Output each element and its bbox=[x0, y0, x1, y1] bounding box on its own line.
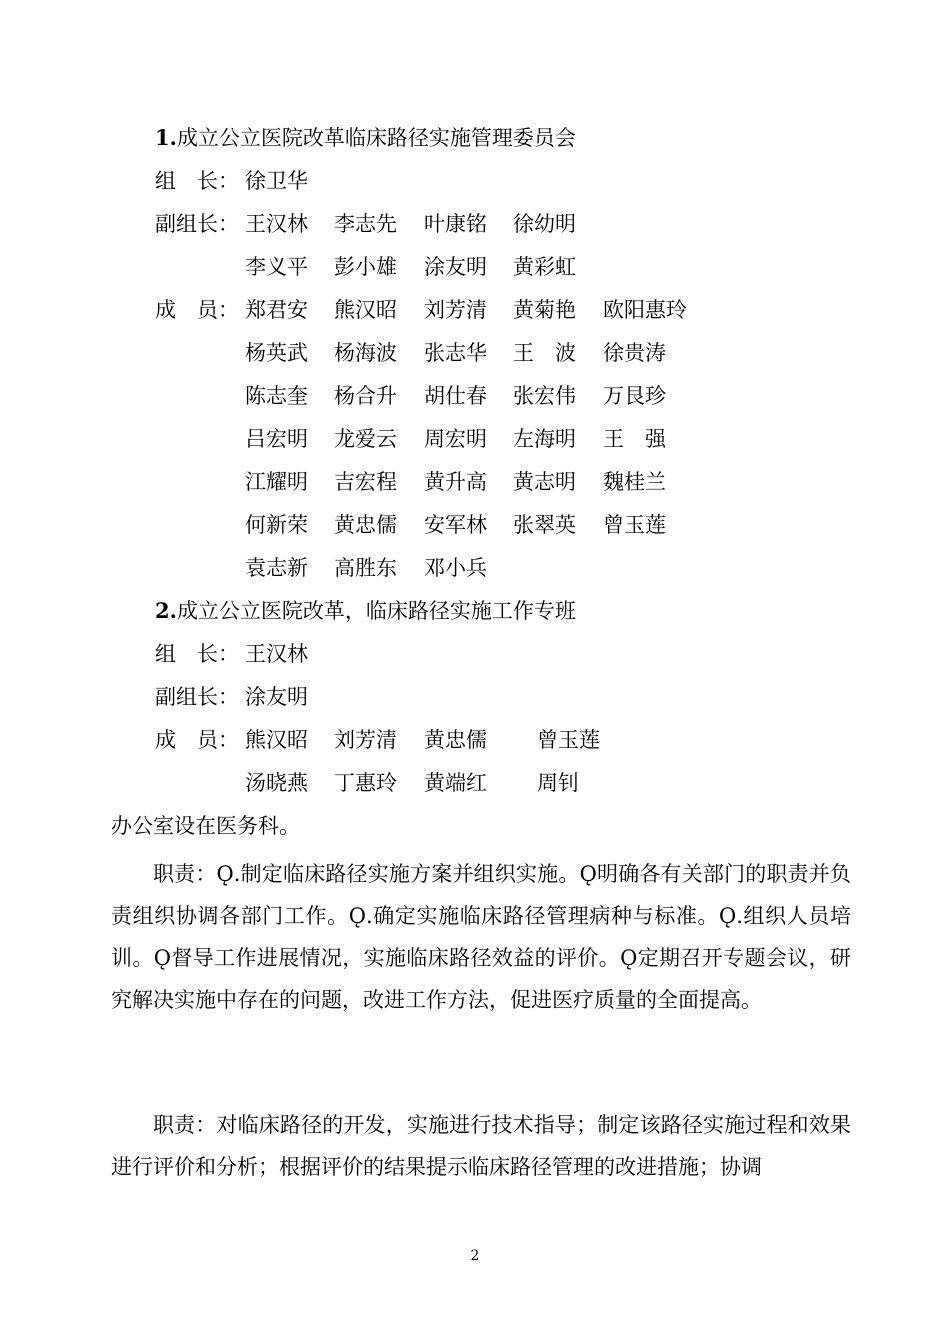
members-label: 成 员： bbox=[155, 298, 239, 322]
section-2-member-row bbox=[0, 720, 950, 760]
member-name: 黄志明 bbox=[513, 470, 576, 494]
member-name: 丁惠玲 bbox=[334, 771, 397, 795]
section-1-member-row bbox=[0, 290, 950, 330]
member-name: 熊汉昭 bbox=[245, 728, 308, 752]
section-1-member-row bbox=[0, 419, 950, 459]
member-name: 杨英武 bbox=[245, 341, 308, 365]
section-1-deputy-row bbox=[0, 204, 950, 244]
section-1-member-row bbox=[0, 505, 950, 545]
member-name: 刘芳清 bbox=[334, 728, 397, 752]
deputy-name: 涂友明 bbox=[424, 255, 487, 279]
member-name: 熊汉昭 bbox=[334, 298, 397, 322]
deputy-label: 副组长： bbox=[155, 212, 239, 236]
member-name: 郑君安 bbox=[245, 298, 308, 322]
member-name: 黄忠儒 bbox=[424, 728, 487, 752]
member-name: 黄菊艳 bbox=[513, 298, 576, 322]
member-name: 张宏伟 bbox=[513, 384, 576, 408]
deputy-name: 李志先 bbox=[334, 212, 397, 236]
deputy-name: 涂友明 bbox=[245, 685, 308, 709]
section-1-title: 成立公立医院改革临床路径实施管理委员会 bbox=[176, 126, 576, 150]
section-1-leader-row bbox=[0, 161, 950, 201]
section-1-heading bbox=[155, 118, 576, 158]
section-2-member-row bbox=[0, 763, 950, 803]
member-name: 杨合升 bbox=[334, 384, 397, 408]
section-2-title: 成立公立医院改革，临床路径实施工作专班 bbox=[176, 599, 576, 623]
member-name: 袁志新 bbox=[245, 556, 308, 580]
member-name: 刘芳清 bbox=[424, 298, 487, 322]
member-name: 张志华 bbox=[424, 341, 487, 365]
section-1-member-row bbox=[0, 376, 950, 416]
member-name: 周宏明 bbox=[424, 427, 487, 451]
duties-paragraph-1: 职责：Ǫ.制定临床路径实施方案并组织实施。Ǫ明确各有关部门的职责并负责组织协调各部门工作。Ǫ.确定实施临床路径管理病种与标准。Ǫ.组织人员培训。Ǫ督导工作进展情况，实施临床路径效益的评价。Ǫ定期召开专题会议，研究解决实施中存在的问题，改进工作方法，促进医疗质量的全面提高。 bbox=[111, 862, 851, 1012]
page-number: 2 bbox=[470, 1248, 480, 1264]
section-1-member-row bbox=[0, 548, 950, 588]
deputy-name: 徐幼明 bbox=[513, 212, 576, 236]
member-name: 黄升高 bbox=[424, 470, 487, 494]
member-name: 黄忠儒 bbox=[334, 513, 397, 537]
leader-label: 组 长： bbox=[155, 169, 239, 193]
member-name: 高胜东 bbox=[334, 556, 397, 580]
member-name: 杨海波 bbox=[334, 341, 397, 365]
members-label: 成 员： bbox=[155, 728, 239, 752]
member-name: 张翠英 bbox=[513, 513, 576, 537]
member-name: 曾玉莲 bbox=[537, 728, 600, 752]
section-1-number: 1. bbox=[155, 125, 177, 150]
leader-name: 徐卫华 bbox=[245, 169, 308, 193]
deputy-name: 李义平 bbox=[245, 255, 308, 279]
duties-paragraph-2: 职责：对临床路径的开发，实施进行技术指导；制定该路径实施过程和效果进行评价和分析；根据评价的结果提示临床路径管理的改进措施；协调 bbox=[111, 1113, 851, 1179]
member-name: 龙爱云 bbox=[334, 427, 397, 451]
member-name: 何新荣 bbox=[245, 513, 308, 537]
deputy-name: 黄彩虹 bbox=[513, 255, 576, 279]
section-2-deputy-row bbox=[0, 677, 950, 717]
deputy-name: 王汉林 bbox=[245, 212, 308, 236]
member-name: 左海明 bbox=[513, 427, 576, 451]
member-name: 汤晓燕 bbox=[245, 771, 308, 795]
member-name: 胡仕春 bbox=[424, 384, 487, 408]
member-name: 陈志奎 bbox=[245, 384, 308, 408]
section-2-heading bbox=[155, 591, 576, 631]
leader-label: 组 长： bbox=[155, 642, 239, 666]
deputy-name: 叶康铭 bbox=[424, 212, 487, 236]
section-2-leader-row bbox=[0, 634, 950, 674]
section-2-number: 2. bbox=[155, 598, 177, 623]
office-note: 办公室设在医务科。 bbox=[111, 814, 300, 838]
member-name: 安军林 bbox=[424, 513, 487, 537]
member-name: 王 波 bbox=[513, 341, 576, 365]
section-1-member-row bbox=[0, 462, 950, 502]
deputy-label: 副组长： bbox=[155, 685, 239, 709]
member-name: 万艮珍 bbox=[603, 384, 666, 408]
leader-name: 王汉林 bbox=[245, 642, 308, 666]
section-1-deputy-row bbox=[0, 247, 950, 287]
member-name: 江耀明 bbox=[245, 470, 308, 494]
member-name: 魏桂兰 bbox=[603, 470, 666, 494]
member-name: 吕宏明 bbox=[245, 427, 308, 451]
member-name: 王 强 bbox=[603, 427, 666, 451]
member-name: 黄端红 bbox=[424, 771, 487, 795]
member-name: 欧阳惠玲 bbox=[603, 298, 687, 322]
member-name: 曾玉莲 bbox=[603, 513, 666, 537]
section-1-member-row bbox=[0, 333, 950, 373]
member-name: 徐贵涛 bbox=[603, 341, 666, 365]
member-name: 邓小兵 bbox=[424, 556, 487, 580]
member-name: 吉宏程 bbox=[334, 470, 397, 494]
member-name: 周钊 bbox=[537, 771, 579, 795]
deputy-name: 彭小雄 bbox=[334, 255, 397, 279]
